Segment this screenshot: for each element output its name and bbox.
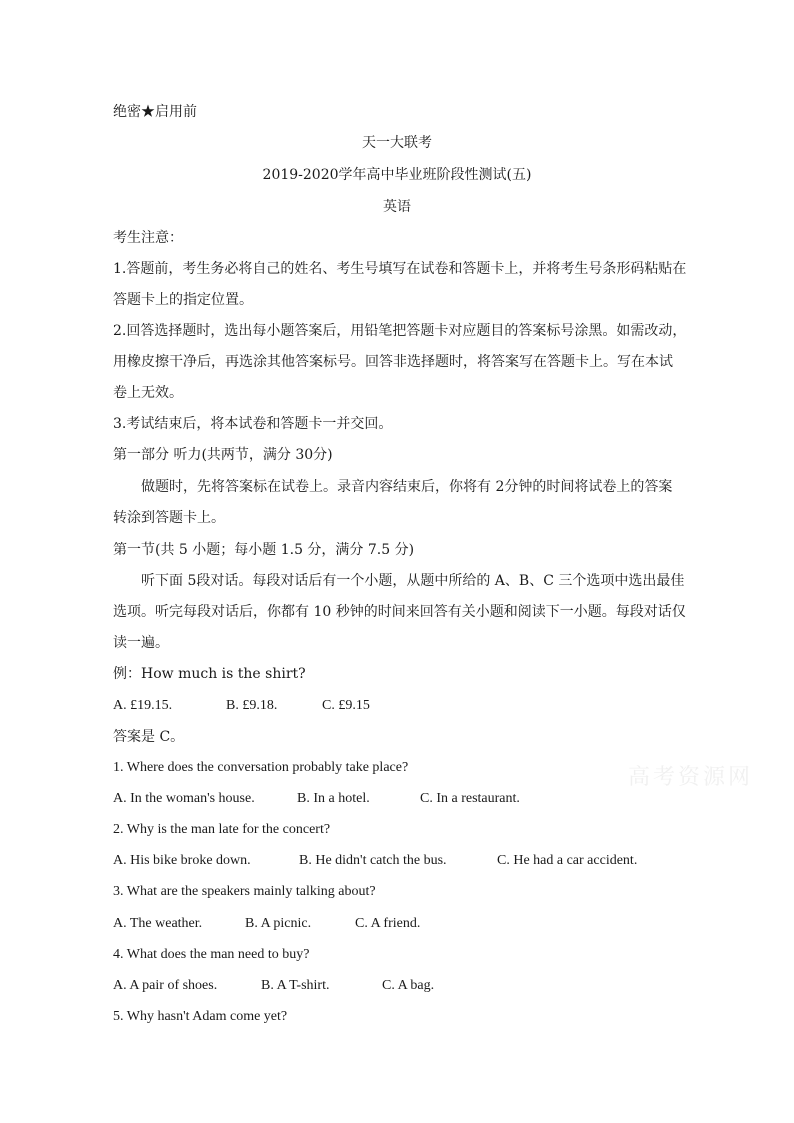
section-1-title: 第一节(共 5 小题；每小题 1.5 分，满分 7.5 分): [113, 542, 415, 558]
question-3-option-b: B. A picnic.: [245, 916, 312, 931]
part-1-instruction-line-1: 做题时，先将答案标在试卷上。录音内容结束后，你将有 2分钟的时间将试卷上的答案: [141, 479, 673, 495]
notes-heading: 考生注意：: [113, 230, 183, 246]
watermark: 高考资源网: [628, 765, 754, 790]
question-2-option-c: C. He had a car accident.: [497, 853, 638, 868]
note-3: 3.考试结束后，将本试卷和答题卡一并交回。: [113, 416, 393, 432]
question-2: 2. Why is the man late for the concert?: [113, 822, 331, 837]
secret-label: 绝密★启用前: [113, 104, 197, 120]
part-1-title: 第一部分 听力(共两节，满分 30分): [113, 447, 333, 463]
question-1-option-b: B. In a hotel.: [297, 791, 370, 806]
exam-title: 2019-2020学年高中毕业班阶段性测试(五): [262, 167, 532, 183]
note-1-line-2: 答题卡上的指定位置。: [113, 292, 253, 308]
question-2-option-b: B. He didn't catch the bus.: [299, 853, 447, 868]
note-2-line-3: 卷上无效。: [113, 385, 183, 401]
example-option-a: A. £19.15.: [113, 698, 173, 713]
question-3-option-a: A. The weather.: [113, 916, 203, 931]
question-1-option-a: A. In the woman's house.: [113, 791, 255, 806]
question-3-option-c: C. A friend.: [355, 916, 421, 931]
question-4-option-c: C. A bag.: [382, 978, 435, 993]
question-1: 1. Where does the conversation probably take place?: [113, 760, 409, 775]
question-4-option-a: A. A pair of shoes.: [113, 978, 218, 993]
question-4-option-b: B. A T-shirt.: [261, 978, 330, 993]
example-option-b: B. £9.18.: [226, 698, 278, 713]
question-4: 4. What does the man need to buy?: [113, 947, 310, 962]
note-1-line-1: 1.答题前，考生务必将自己的姓名、考生号填写在试卷和答题卡上，并将考生号条形码粘贴在: [113, 261, 687, 277]
subject-title: 英语: [383, 199, 411, 215]
section-1-instruction-line-3: 读一遍。: [113, 635, 169, 651]
example-question: 例：How much is the shirt?: [113, 666, 306, 682]
exam-organizer: 天一大联考: [362, 135, 432, 151]
section-1-instruction-line-2: 选项。听完每段对话后，你都有 10 秒钟的时间来回答有关小题和阅读下一小题。每段对话仅: [113, 604, 686, 620]
question-5: 5. Why hasn't Adam come yet?: [113, 1009, 288, 1024]
question-3: 3. What are the speakers mainly talking about?: [113, 884, 376, 899]
section-1-instruction-line-1: 听下面 5段对话。每段对话后有一个小题，从题中所给的 A、B、C 三个选项中选出最佳: [141, 573, 685, 589]
question-1-option-c: C. In a restaurant.: [420, 791, 520, 806]
example-option-c: C. £9.15: [322, 698, 370, 713]
part-1-instruction-line-2: 转涂到答题卡上。: [113, 510, 225, 526]
note-2-line-1: 2.回答选择题时，选出每小题答案后，用铅笔把答题卡对应题目的答案标号涂黑。如需改动，: [113, 323, 687, 339]
example-answer: 答案是 C。: [113, 729, 185, 745]
note-2-line-2: 用橡皮擦干净后，再选涂其他答案标号。回答非选择题时，将答案写在答题卡上。写在本试: [113, 354, 673, 370]
question-2-option-a: A. His bike broke down.: [113, 853, 251, 868]
